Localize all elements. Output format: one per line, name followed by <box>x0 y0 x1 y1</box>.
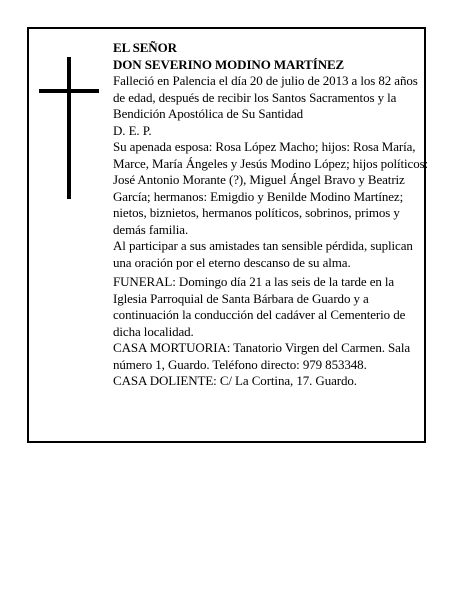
family-list: Su apenada esposa: Rosa López Macho; hijos: Rosa María, Marce, María Ángeles y Jesús Modino López; hijos políticos: José Antonio Morante (?), Miguel Ángel Bravo y Beatriz García; hermanos: Emigdio y Benilde Modino Martínez; nietos, biznietos, hermanos políticos, sobrinos, primos y demás familia. <box>113 139 429 237</box>
heading-title: EL SEÑOR <box>113 40 177 55</box>
cross-icon <box>39 57 99 199</box>
family-home-info: CASA DOLIENTE: C/ La Cortina, 17. Guardo. <box>113 373 357 388</box>
rip-line: D. E. P. <box>113 122 152 138</box>
death-details: Falleció en Palencia el día 20 de julio de 2013 a los 82 años de edad, después de recibir los Santos Sacramentos y la Bendición Apostólica de Su Santidad <box>113 73 418 121</box>
prayer-request: Al participar a sus amistades tan sensible pérdida, suplican una oración por el eterno descanso de su alma. <box>113 238 413 270</box>
obituary-notice <box>27 27 429 443</box>
funeral-info: FUNERAL: Domingo día 21 a las seis de la tarde en la Iglesia Parroquial de Santa Bárbara de Guardo y a continuación la conducción del cadáver al Cementerio de dicha localidad. <box>113 274 406 339</box>
deceased-name: DON SEVERINO MODINO MARTÍNEZ <box>113 56 345 72</box>
funeral-home-info: CASA MORTUORIA: Tanatorio Virgen del Carmen. Sala número 1, Guardo. Teléfono directo: 979 853348. <box>113 340 411 372</box>
notice-text <box>113 40 429 390</box>
